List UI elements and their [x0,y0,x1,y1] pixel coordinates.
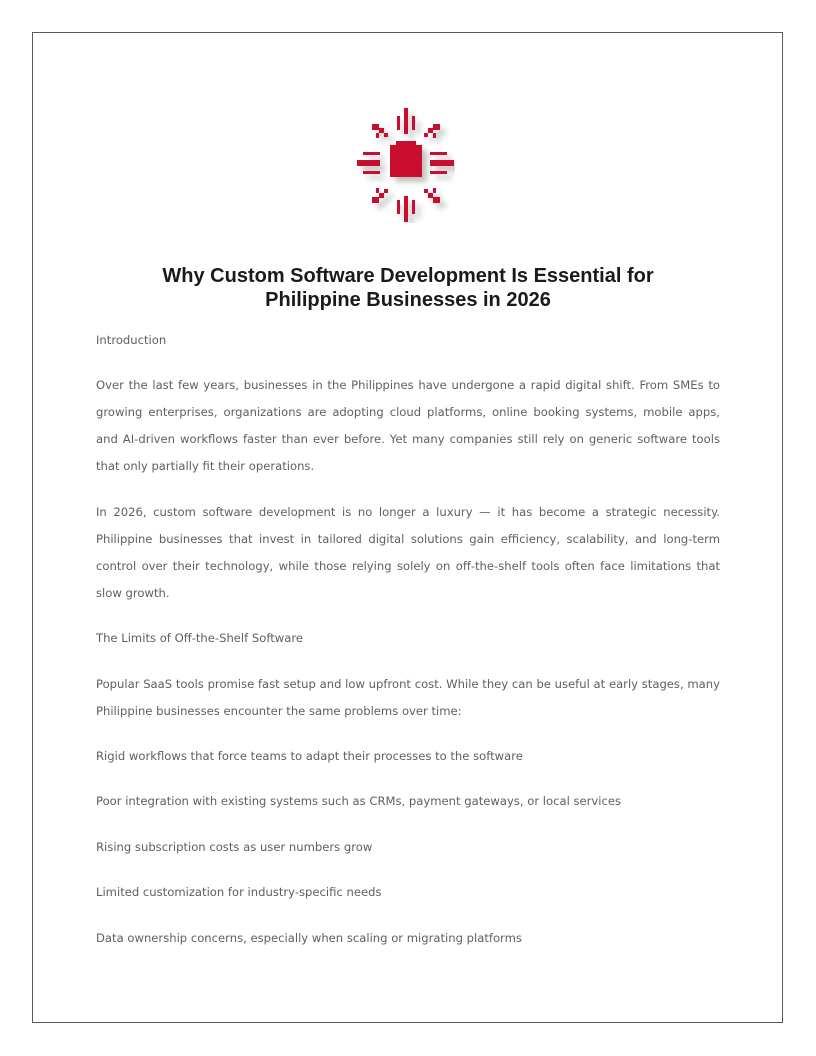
section-heading-introduction: Introduction [96,333,167,347]
document-title [96,264,720,312]
red-pixel-sun-icon [357,107,455,223]
section-heading-limits: The Limits of Off-the-Shelf Software [96,631,304,645]
paragraph-strategic-necessity: In 2026, custom software development is no longer a luxury — it has become a strategic necessity. Philippine businesses that invest in tailored digital solutions gain efficiency, scalability, and long-term control over their technology, while those relying solely on off-the-shelf tools often face limitations that slow growth. [96,505,720,600]
list-item-rising-costs: Rising subscription costs as user numbers grow [96,840,373,854]
list-item-limited-customization: Limited customization for industry-specific needs [96,885,382,899]
list-item-rigid-workflows: Rigid workflows that force teams to adapt their processes to the software [96,749,523,763]
paragraph-digital-shift: Over the last few years, businesses in the Philippines have undergone a rapid digital shift. From SMEs to growing enterprises, organizations are adopting cloud platforms, online booking systems, mobile apps, and AI-driven workflows faster than ever before. Yet many companies still rely on generic software tools that only partially fit their operations. [96,378,720,473]
list-item-data-ownership: Data ownership concerns, especially when scaling or migrating platforms [96,931,522,945]
title-line-2: Philippine Businesses in 2026 [265,289,551,311]
brand-logo [357,107,455,223]
title-line-1: Why Custom Software Development Is Essential for [162,265,654,287]
paragraph-saas-tools: Popular SaaS tools promise fast setup and low upfront cost. While they can be useful at early stages, many Philippine businesses encounter the same problems over time: [96,677,720,718]
list-item-poor-integration: Poor integration with existing systems such as CRMs, payment gateways, or local services [96,794,622,808]
